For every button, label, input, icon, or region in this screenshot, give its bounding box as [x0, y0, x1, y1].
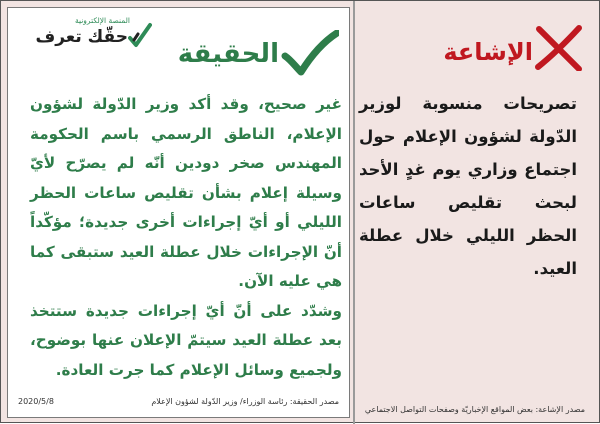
truth-source: مصدر الحقيقة: رئاسة الوزراء/ وزير الدّولة لشؤون الإعلام [151, 397, 339, 406]
truth-title: الحقيقة [177, 39, 279, 69]
logo-name: حقّك تعرف [35, 27, 128, 47]
truth-paragraph-2: وشدّد على أنّ أيّ إجراءات جديدة ستتخذ بعد عطلة العيد سيتمّ الإعلان عنها بوضوح، ولجميع وسائل الإعلام كما جرت العادة. [30, 301, 342, 379]
panel-divider [353, 1, 355, 424]
rumor-text [359, 87, 577, 285]
checkmark-logo-icon [128, 22, 152, 48]
truth-date: 2020/5/8 [18, 397, 54, 406]
truth-panel [7, 7, 350, 418]
checkmark-icon [281, 30, 339, 76]
truth-paragraph-1: غير صحيح، وقد أكد وزير الدّولة لشؤون الإعلام، الناطق الرسمي باسم الحكومة المهندس صخر دودين أنّه لم يصرّح لأيّ وسيلة إعلام بشأن تقليص ساعات الحظر الليلي أو أيّ إجراءات أخرى جديدة؛ مؤكّداً أنّ الإجراءات خلال عطلة العيد ستبقى كما هي عليه الآن. [30, 95, 342, 290]
truth-text [30, 90, 342, 385]
logo [22, 16, 152, 50]
rumor-paragraph: تصريحات منسوبة لوزير الدّولة لشؤون الإعلام حول اجتماع وزاري يوم غدٍ الأحد لبحث تقليص ساعات الحظر الليلي خلال عطلة العيد. [359, 94, 577, 278]
logo-tagline: المنصة الإلكترونية [74, 16, 130, 25]
truth-footer [18, 397, 339, 411]
x-mark-icon [533, 25, 585, 71]
rumor-source: مصدر الإشاعة: بعض المواقع الإخباريّة وصفحات التواصل الاجتماعي [364, 405, 585, 414]
rumor-title: الإشاعة [443, 38, 533, 66]
